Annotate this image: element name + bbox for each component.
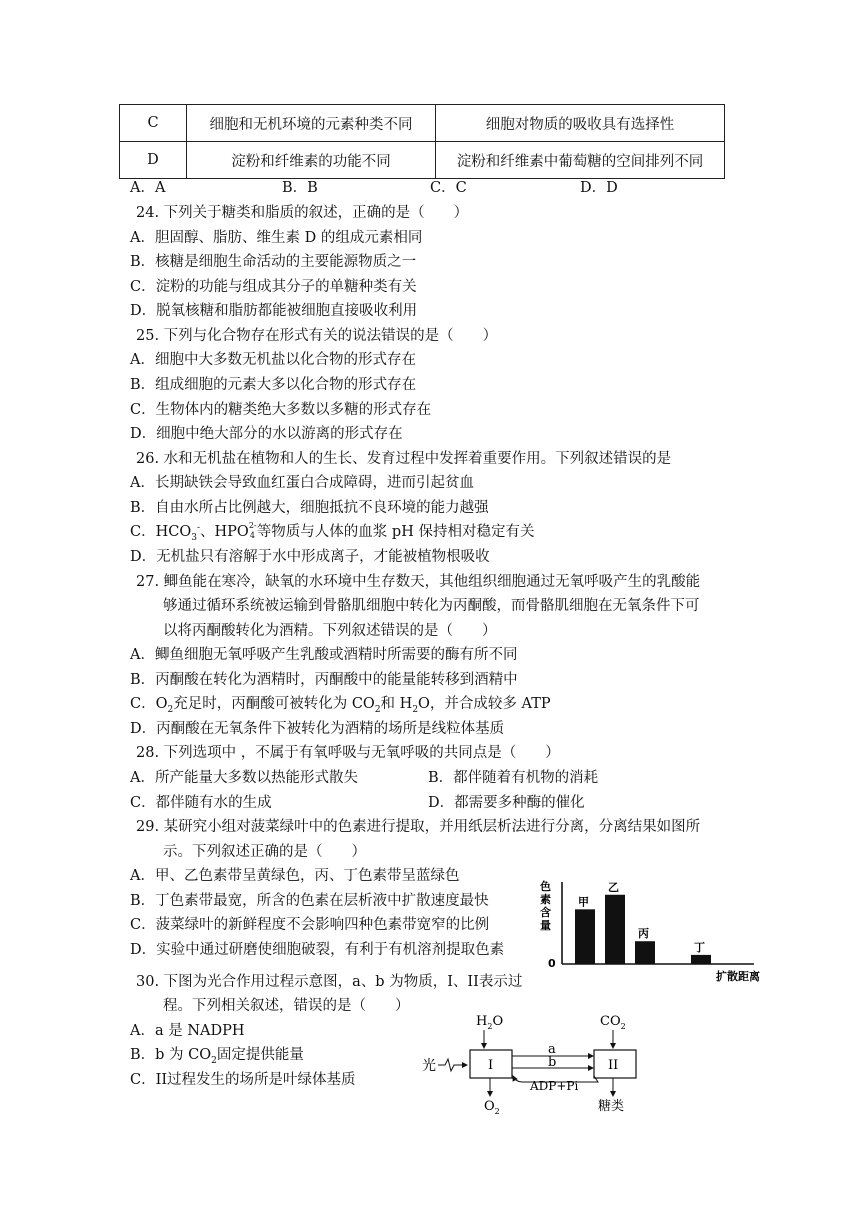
- bar-丙: [635, 941, 655, 964]
- q26-option: A．长期缺铁会导致血红蛋白合成障碍，进而引起贫血: [130, 475, 474, 491]
- subscript: 3: [191, 532, 197, 543]
- q28-option: A．所产能量大多数以热能形式散失: [130, 770, 358, 786]
- q26-stem: 26. 水和无机盐在植物和人的生长、发育过程中发挥着重要作用。下列叙述错误的是: [136, 451, 672, 467]
- origin-label: 0: [548, 957, 556, 970]
- o2-label: $O_2$: [484, 1099, 500, 1116]
- q24-option: D．脱氧核糖和脂肪都能被细胞直接吸收利用: [130, 303, 418, 319]
- q26-option: D．无机盐只有溶解于水中形成离子，才能被植物根吸收: [130, 549, 490, 565]
- table-cell: 细胞对物质的吸收具有选择性: [436, 105, 725, 142]
- bar-label: 丙: [638, 927, 649, 941]
- q26-option: B．自由水所占比例越大，细胞抵抗不良环境的能力越强: [130, 500, 489, 516]
- q28-option: D．都需要多种酶的催化: [428, 795, 585, 811]
- superscript: -: [196, 523, 201, 534]
- q30-option: C．II过程发生的场所是叶绿体基质: [130, 1072, 356, 1088]
- text: 固定提供能量: [216, 1047, 304, 1063]
- q28-option: B．都伴随着有机物的消耗: [428, 770, 599, 786]
- q27-option: A．鲫鱼细胞无氧呼吸产生乳酸或酒精时所需要的酶有所不同: [130, 647, 518, 663]
- subscript: 4: [249, 531, 255, 540]
- q24-stem: 24. 下列关于糖类和脂质的叙述，正确的是（ ）: [136, 205, 469, 221]
- subscript: 2: [412, 704, 419, 715]
- q30-option: A．a 是 NADPH: [130, 1023, 245, 1039]
- bar-乙: [605, 895, 625, 964]
- x-axis-label: 扩散距离: [716, 970, 760, 983]
- text: 和 H: [380, 696, 413, 712]
- table-cell: 细胞和无机环境的元素种类不同: [187, 105, 436, 142]
- table-cell: D: [120, 142, 187, 179]
- text: B．b 为 CO: [130, 1047, 212, 1063]
- table-cell: C: [120, 105, 187, 142]
- sugar-label: 糖类: [598, 1099, 625, 1114]
- q24-option: A．胆固醇、脂肪、维生素 D 的组成元素相同: [130, 230, 423, 246]
- bar-label: 乙: [608, 880, 619, 894]
- photosynthesis-diagram: [418, 1010, 648, 1116]
- bars-group: [575, 881, 711, 964]
- box-i-label: I: [488, 1058, 494, 1073]
- q27-stem: 够通过循环系统被运输到骨骼肌细胞中转化为丙酮酸，而骨骼肌细胞在无氧条件下可: [163, 598, 700, 614]
- bar-label: 丁: [694, 940, 705, 954]
- answer-option: C．C: [430, 180, 467, 196]
- q27-stem: 27. 鲫鱼能在寒冷，缺氧的水环境中生存数天，其他组织细胞通过无氧呼吸产生的乳酸能: [136, 574, 701, 590]
- b-label: b: [548, 1055, 557, 1070]
- answer-option: D．D: [580, 180, 618, 196]
- light-arrow: [438, 1059, 467, 1071]
- bar-丁: [691, 955, 711, 964]
- co2-label: $CO_2$: [600, 1014, 626, 1031]
- bar-label: 甲: [578, 895, 589, 909]
- q29-stem: 示。下列叙述正确的是（ ）: [163, 844, 366, 860]
- q24-option: B．核糖是细胞生命活动的主要能源物质之一: [130, 254, 417, 270]
- pigment-chart: [532, 876, 772, 984]
- box-ii-label: II: [608, 1058, 619, 1073]
- q27-option-c: [130, 694, 551, 714]
- text: 、HPO: [200, 524, 249, 540]
- a-label: a: [548, 1042, 556, 1057]
- q30-option-b: [130, 1045, 304, 1065]
- subscript: 2: [374, 704, 381, 715]
- q29-option: D．实验中通过研磨使细胞破裂，有利于有机溶剂提取色素: [130, 942, 505, 958]
- adp-label: ADP+Pi: [530, 1079, 579, 1093]
- q29-option: A．甲、乙色素带呈黄绿色，丙、丁色素带呈蓝绿色: [130, 868, 460, 884]
- q25-stem: 25. 下列与化合物存在形式有关的说法错误的是（ ）: [136, 328, 498, 344]
- text: O，并合成较多 ATP: [418, 696, 551, 712]
- q29-option: C．菠菜绿叶的新鲜程度不会影响四种色素带宽窄的比例: [130, 917, 490, 933]
- q27-option: D．丙酮酸在无氧条件下被转化为酒精的场所是线粒体基质: [130, 721, 505, 737]
- q27-option: B．丙酮酸在转化为酒精时，丙酮酸中的能量能转移到酒精中: [130, 672, 518, 688]
- q25-option: C．生物体内的糖类绝大多数以多糖的形式存在: [130, 402, 432, 418]
- q30-stem: 30. 下图为光合作用过程示意图，a、b 为物质，I、II表示过: [136, 974, 523, 990]
- q25-option: D．细胞中绝大部分的水以游离的形式存在: [130, 426, 403, 442]
- table-row: [120, 142, 725, 179]
- text: C．O: [130, 696, 168, 712]
- text: 充足时，丙酮酸可被转化为 CO: [173, 696, 375, 712]
- q26-option-c: [130, 522, 534, 542]
- superscript: 2-: [248, 521, 257, 530]
- table-row: [120, 105, 725, 142]
- q28-option: C．都伴随有水的生成: [130, 795, 272, 811]
- table-cell: 淀粉和纤维素中葡萄糖的空间排列不同: [436, 142, 725, 179]
- text: 等物质与人体的血浆 pH 保持相对稳定有关: [256, 524, 535, 540]
- q28-stem: 28. 下列选项中 ，不属于有氧呼吸与无氧呼吸的共同点是（ ）: [136, 745, 560, 761]
- q29-stem: 29. 某研究小组对菠菜绿叶中的色素进行提取，并用纸层析法进行分离，分离结果如图所: [136, 819, 701, 835]
- bar-甲: [575, 909, 595, 964]
- text: C．HCO: [130, 524, 192, 540]
- h2o-label: $H_2O$: [476, 1014, 504, 1031]
- option-table: [119, 104, 725, 179]
- light-label: 光: [422, 1058, 436, 1074]
- answer-option: B．B: [282, 180, 318, 196]
- y-axis-label: 色素含量: [540, 880, 551, 932]
- answer-option: A．A: [130, 180, 166, 196]
- q24-option: C．淀粉的功能与组成其分子的单糖种类有关: [130, 279, 417, 295]
- q23-answers: [130, 178, 618, 198]
- q30-stem: 程。下列相关叙述，错误的是（ ）: [163, 998, 410, 1014]
- subscript: 2: [167, 704, 174, 715]
- q29-option: B．丁色素带最宽，所含的色素在层析液中扩散速度最快: [130, 893, 489, 909]
- ion-charge: [248, 521, 257, 540]
- subscript: 2: [211, 1055, 217, 1066]
- q25-option: A．细胞中大多数无机盐以化合物的形式存在: [130, 352, 416, 368]
- table-cell: 淀粉和纤维素的功能不同: [187, 142, 436, 179]
- q27-stem: 以将丙酮酸转化为酒精。下列叙述错误的是（ ）: [163, 623, 497, 639]
- q25-option: B．组成细胞的元素大多以化合物的形式存在: [130, 377, 417, 393]
